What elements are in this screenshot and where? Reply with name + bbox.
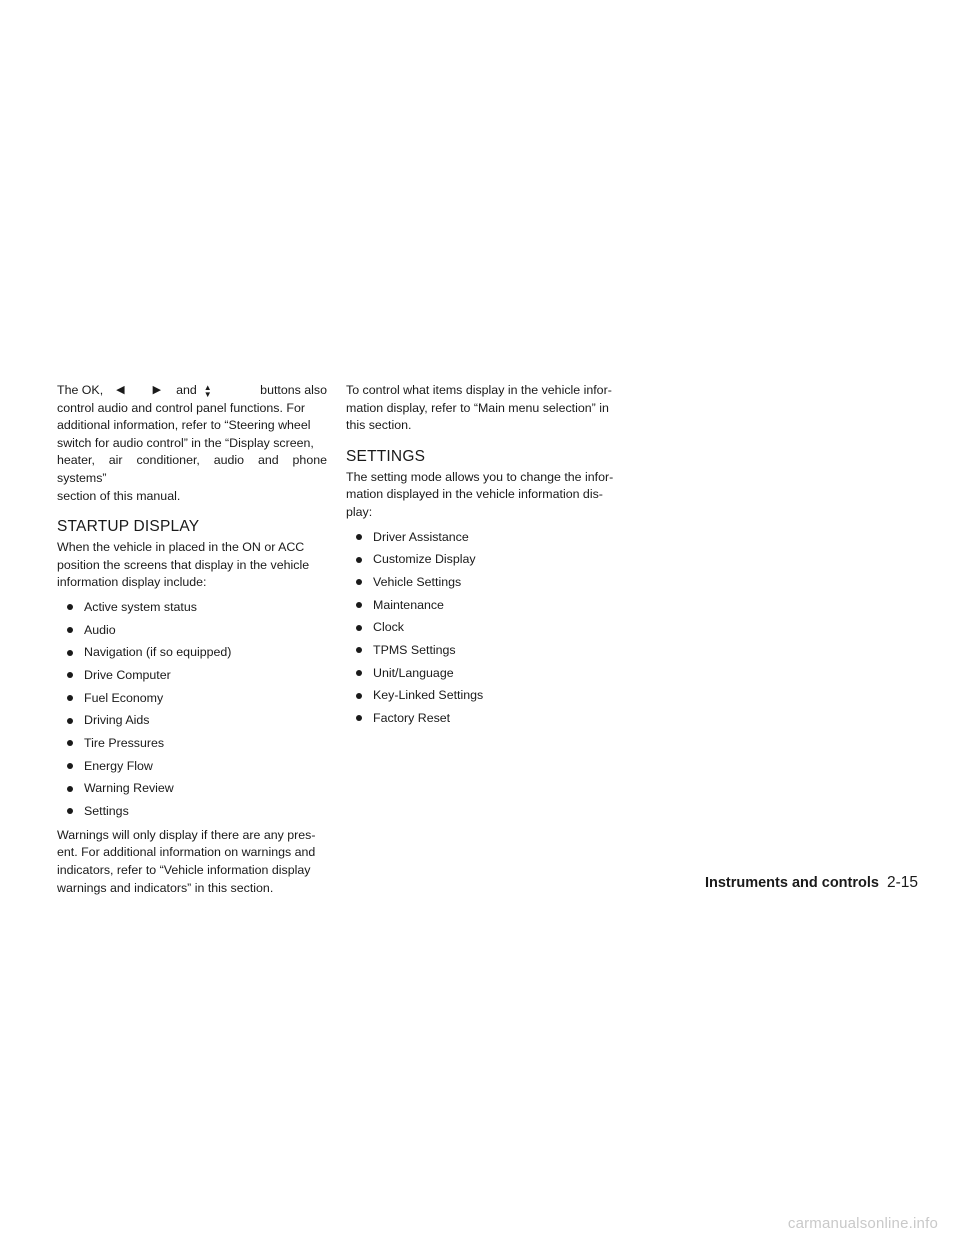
footer-section-title: Instruments and controls (704, 875, 879, 891)
settings-list-item-label: Unit/Language (373, 665, 454, 680)
warnings-note-line: warnings and indicators” in this section. (57, 880, 274, 895)
settings-list-item (346, 616, 622, 639)
startup-list-item-label: Settings (84, 804, 129, 819)
startup-intro-line: information display include: (57, 575, 207, 590)
settings-heading: SETTINGS (346, 447, 426, 465)
startup-screens-list (57, 596, 327, 823)
intro-text-ok: The OK, (57, 383, 104, 397)
settings-list-item-label: Factory Reset (373, 711, 451, 726)
settings-list-item-label: Driver Assistance (373, 529, 469, 544)
intro-line: control audio and control panel functions. For (57, 400, 305, 415)
control-line: mation display, refer to “Main menu selection” in (346, 400, 609, 415)
warnings-note-line: indicators, refer to “Vehicle information display (57, 863, 311, 877)
intro-line: switch for audio control” in the “Display screen, (57, 435, 314, 450)
settings-list-item-label: TPMS Settings (373, 643, 456, 657)
settings-list-item (346, 594, 622, 617)
startup-list-item (57, 777, 327, 800)
bullet-icon (356, 715, 362, 721)
warnings-note-paragraph (57, 827, 327, 897)
startup-intro-line: When the vehicle in placed in the ON or ACC (57, 540, 305, 555)
settings-list-item (346, 548, 622, 571)
watermark: carmanualsonline.info (787, 1215, 938, 1232)
bullet-icon (67, 672, 73, 678)
startup-list-item-label: Driving Aids (84, 713, 150, 728)
settings-list-item-label: Clock (373, 620, 404, 635)
startup-list-item-label: Drive Computer (84, 668, 171, 682)
intro-body (57, 400, 327, 506)
bullet-icon (67, 808, 73, 814)
settings-list-item (346, 707, 622, 730)
settings-list-item-label: Customize Display (373, 552, 476, 567)
control-paragraph (346, 382, 622, 435)
startup-list-item (57, 709, 327, 732)
settings-list-item (346, 684, 622, 707)
startup-list-item-label: Active system status (84, 599, 197, 614)
control-line: To control what items display in the vehicle infor- (346, 383, 612, 397)
page-footer (705, 874, 918, 892)
control-line: this section. (346, 418, 412, 433)
bullet-icon (67, 627, 73, 633)
settings-intro-paragraph (346, 469, 622, 522)
startup-list-item (57, 664, 327, 687)
startup-intro-line: position the screens that display in the vehicle (57, 557, 310, 572)
intro-text-and: and (176, 383, 197, 397)
settings-list-item (346, 639, 622, 662)
bullet-icon (67, 650, 73, 656)
settings-list-item-label: Key-Linked Settings (373, 688, 484, 703)
settings-list-item (346, 526, 622, 549)
left-arrow-icon: ◀ (116, 384, 125, 397)
intro-paragraph (57, 382, 327, 505)
left-column (57, 382, 327, 897)
bullet-icon (356, 534, 362, 540)
startup-list-item (57, 755, 327, 778)
intro-line: heater, air conditioner, audio and phone systems” (57, 453, 327, 485)
intro-line: additional information, refer to “Steering wheel (57, 418, 311, 433)
startup-list-item (57, 596, 327, 619)
bullet-icon (356, 625, 362, 631)
bullet-icon (356, 557, 362, 563)
bullet-icon (67, 604, 73, 610)
settings-list-item-label: Vehicle Settings (373, 574, 462, 589)
intro-first-line (57, 382, 327, 400)
bullet-icon (356, 579, 362, 585)
bullet-icon (356, 602, 362, 608)
bullet-icon (67, 763, 73, 769)
right-column (346, 382, 622, 734)
startup-display-heading: STARTUP DISPLAY (57, 518, 200, 536)
startup-intro-paragraph (57, 539, 327, 592)
warnings-note-line: Warnings will only display if there are any pres- (57, 827, 316, 842)
startup-list-item (57, 687, 327, 710)
settings-list-item-label: Maintenance (373, 597, 444, 612)
startup-list-item-label: Navigation (if so equipped) (84, 645, 232, 660)
up-down-arrow-icon: ▲ ▼ (203, 382, 212, 399)
bullet-icon (67, 786, 73, 792)
startup-list-item-label: Warning Review (84, 781, 174, 796)
startup-list-item-label: Fuel Economy (84, 690, 164, 705)
bullet-icon (356, 693, 362, 699)
bullet-icon (356, 670, 362, 676)
settings-intro-line: mation displayed in the vehicle information dis- (346, 487, 603, 502)
startup-list-item (57, 619, 327, 642)
bullet-icon (67, 740, 73, 746)
settings-intro-line: play: (346, 504, 373, 519)
intro-line: section of this manual. (57, 488, 181, 503)
startup-list-item-label: Tire Pressures (84, 736, 165, 751)
bullet-icon (356, 647, 362, 653)
bullet-icon (67, 695, 73, 701)
bullet-icon (67, 718, 73, 724)
right-arrow-icon: ▶ (152, 384, 162, 397)
page-number: 2-15 (886, 874, 918, 891)
startup-list-item-label: Energy Flow (84, 758, 153, 773)
startup-list-item-label: Audio (84, 622, 116, 637)
intro-text-buttons-also: buttons also (260, 383, 327, 397)
startup-list-item (57, 641, 327, 664)
settings-list (346, 526, 622, 730)
startup-list-item (57, 732, 327, 755)
settings-intro-line: The setting mode allows you to change the infor- (346, 469, 614, 484)
settings-list-item (346, 662, 622, 685)
warnings-note-line: ent. For additional information on warnings and (57, 845, 316, 860)
startup-list-item (57, 800, 327, 823)
settings-list-item (346, 571, 622, 594)
